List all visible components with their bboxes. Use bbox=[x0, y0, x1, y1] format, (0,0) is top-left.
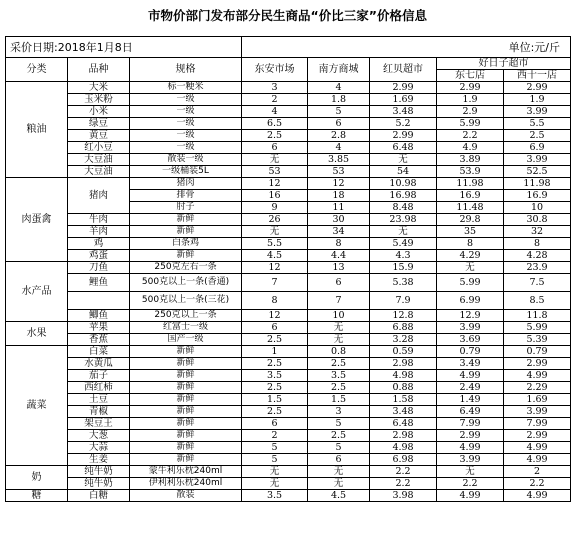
price-cell-nanfang: 12 bbox=[308, 178, 370, 190]
price-cell-dongan: 12 bbox=[242, 310, 308, 322]
price-cell-nanfang: 53 bbox=[308, 166, 370, 178]
price-cell-dongqi: 3.49 bbox=[437, 358, 504, 370]
item-cell: 鲫鱼 bbox=[68, 310, 130, 322]
price-cell-nanfang: 7 bbox=[308, 292, 370, 310]
price-cell-dongqi: 7.99 bbox=[437, 418, 504, 430]
price-cell-dongqi: 无 bbox=[437, 466, 504, 478]
spec-cell: 排骨 bbox=[130, 190, 242, 202]
spec-cell: 一级 bbox=[130, 94, 242, 106]
price-cell-hongbei: 10.98 bbox=[370, 178, 437, 190]
item-cell: 架豆王 bbox=[68, 418, 130, 430]
col-header-xishiyi: 西十一店 bbox=[504, 70, 571, 82]
price-cell-hongbei: 6.98 bbox=[370, 454, 437, 466]
item-cell: 鸡蛋 bbox=[68, 250, 130, 262]
table-row bbox=[6, 430, 571, 442]
spec-cell: 新鲜 bbox=[130, 382, 242, 394]
price-cell-dongqi: 53.9 bbox=[437, 166, 504, 178]
item-cell: 黄豆 bbox=[68, 130, 130, 142]
price-cell-hongbei: 3.48 bbox=[370, 106, 437, 118]
item-cell: 白糖 bbox=[68, 490, 130, 502]
item-cell: 刀鱼 bbox=[68, 262, 130, 274]
price-cell-xishiyi: 2.5 bbox=[504, 130, 571, 142]
date-label: 采价日期:2018年1月8日 bbox=[6, 37, 242, 58]
price-cell-xishiyi: 8 bbox=[504, 238, 571, 250]
price-cell-hongbei: 2.2 bbox=[370, 466, 437, 478]
price-cell-hongbei: 6.48 bbox=[370, 142, 437, 154]
item-cell: 纯牛奶 bbox=[68, 478, 130, 490]
table-row bbox=[6, 358, 571, 370]
price-cell-xishiyi: 0.79 bbox=[504, 346, 571, 358]
price-cell-dongqi: 6.49 bbox=[437, 406, 504, 418]
col-header-nanfang: 南方商城 bbox=[308, 58, 370, 82]
spec-cell: 猪肉 bbox=[130, 178, 242, 190]
col-header-item: 品种 bbox=[68, 58, 130, 82]
table-row bbox=[6, 310, 571, 322]
price-cell-nanfang: 6 bbox=[308, 274, 370, 292]
price-cell-xishiyi: 32 bbox=[504, 226, 571, 238]
price-cell-dongan: 3 bbox=[242, 82, 308, 94]
spec-cell: 500克以上一条(三花) bbox=[130, 292, 242, 310]
price-cell-nanfang: 无 bbox=[308, 478, 370, 490]
item-cell: 生姜 bbox=[68, 454, 130, 466]
table-row bbox=[6, 154, 571, 166]
table-row bbox=[6, 262, 571, 274]
price-cell-xishiyi: 2.29 bbox=[504, 382, 571, 394]
spec-cell: 新鲜 bbox=[130, 358, 242, 370]
price-cell-dongan: 无 bbox=[242, 466, 308, 478]
spec-cell: 红富士一级 bbox=[130, 322, 242, 334]
price-cell-hongbei: 0.88 bbox=[370, 382, 437, 394]
price-cell-hongbei: 无 bbox=[370, 226, 437, 238]
spec-cell: 新鲜 bbox=[130, 346, 242, 358]
price-cell-hongbei: 4.3 bbox=[370, 250, 437, 262]
price-cell-dongan: 6 bbox=[242, 322, 308, 334]
price-cell-xishiyi: 2.99 bbox=[504, 430, 571, 442]
table-row bbox=[6, 334, 571, 346]
unit-label: 单位:元/斤 bbox=[242, 37, 571, 58]
table-row bbox=[6, 106, 571, 118]
price-cell-nanfang: 无 bbox=[308, 322, 370, 334]
spec-cell: 250克以上一条 bbox=[130, 310, 242, 322]
price-cell-dongan: 12 bbox=[242, 262, 308, 274]
price-cell-xishiyi: 2.99 bbox=[504, 358, 571, 370]
item-cell: 茄子 bbox=[68, 370, 130, 382]
price-cell-dongan: 2.5 bbox=[242, 382, 308, 394]
price-cell-nanfang: 1.5 bbox=[308, 394, 370, 406]
price-cell-dongan: 53 bbox=[242, 166, 308, 178]
item-cell: 玉米粉 bbox=[68, 94, 130, 106]
price-cell-hongbei: 7.9 bbox=[370, 292, 437, 310]
price-cell-xishiyi: 23.9 bbox=[504, 262, 571, 274]
price-cell-dongan: 6 bbox=[242, 142, 308, 154]
price-cell-xishiyi: 10 bbox=[504, 202, 571, 214]
price-cell-dongan: 9 bbox=[242, 202, 308, 214]
table-row bbox=[6, 130, 571, 142]
price-cell-dongqi: 2.49 bbox=[437, 382, 504, 394]
price-cell-nanfang: 4.4 bbox=[308, 250, 370, 262]
price-cell-dongan: 5 bbox=[242, 454, 308, 466]
col-header-dongan: 东安市场 bbox=[242, 58, 308, 82]
item-cell: 大豆油 bbox=[68, 166, 130, 178]
price-cell-nanfang: 13 bbox=[308, 262, 370, 274]
category-cell: 水产品 bbox=[6, 262, 68, 322]
price-cell-nanfang: 6 bbox=[308, 118, 370, 130]
table-row bbox=[6, 166, 571, 178]
price-table bbox=[5, 36, 571, 502]
price-cell-dongan: 2.5 bbox=[242, 130, 308, 142]
item-cell: 香蕉 bbox=[68, 334, 130, 346]
spec-cell: 250克左右一条 bbox=[130, 262, 242, 274]
price-cell-nanfang: 8 bbox=[308, 238, 370, 250]
price-cell-hongbei: 16.98 bbox=[370, 190, 437, 202]
item-cell: 大豆油 bbox=[68, 154, 130, 166]
price-cell-xishiyi: 4.99 bbox=[504, 490, 571, 502]
item-cell: 鲤鱼 bbox=[68, 274, 130, 292]
item-cell: 红小豆 bbox=[68, 142, 130, 154]
spec-cell: 新鲜 bbox=[130, 406, 242, 418]
price-cell-dongan: 2.5 bbox=[242, 406, 308, 418]
item-cell: 苹果 bbox=[68, 322, 130, 334]
item-cell: 土豆 bbox=[68, 394, 130, 406]
spec-cell: 散装一级 bbox=[130, 154, 242, 166]
table-row bbox=[6, 478, 571, 490]
col-header-category: 分类 bbox=[6, 58, 68, 82]
price-cell-xishiyi: 4.99 bbox=[504, 370, 571, 382]
category-cell: 糖 bbox=[6, 490, 68, 502]
category-cell: 粮油 bbox=[6, 82, 68, 178]
price-cell-dongan: 7 bbox=[242, 274, 308, 292]
item-cell: 大蒜 bbox=[68, 442, 130, 454]
price-cell-hongbei: 5.2 bbox=[370, 118, 437, 130]
spec-cell: 国产一级 bbox=[130, 334, 242, 346]
price-cell-xishiyi: 4.99 bbox=[504, 442, 571, 454]
price-cell-nanfang: 4.5 bbox=[308, 490, 370, 502]
col-header-dongqi: 东七店 bbox=[437, 70, 504, 82]
price-cell-nanfang: 4 bbox=[308, 82, 370, 94]
price-cell-xishiyi: 11.98 bbox=[504, 178, 571, 190]
price-cell-dongqi: 4.99 bbox=[437, 442, 504, 454]
price-cell-hongbei: 23.98 bbox=[370, 214, 437, 226]
spec-cell: 散装 bbox=[130, 490, 242, 502]
price-cell-dongan: 3.5 bbox=[242, 370, 308, 382]
price-cell-nanfang: 3.85 bbox=[308, 154, 370, 166]
table-row bbox=[6, 94, 571, 106]
price-cell-hongbei: 5.49 bbox=[370, 238, 437, 250]
table-row bbox=[6, 406, 571, 418]
spec-cell: 蒙牛利乐枕240ml bbox=[130, 466, 242, 478]
price-cell-xishiyi: 11.8 bbox=[504, 310, 571, 322]
price-cell-nanfang: 4 bbox=[308, 142, 370, 154]
price-cell-nanfang: 34 bbox=[308, 226, 370, 238]
price-cell-nanfang: 2.8 bbox=[308, 130, 370, 142]
price-cell-hongbei: 0.59 bbox=[370, 346, 437, 358]
price-cell-xishiyi: 2.99 bbox=[504, 82, 571, 94]
table-row bbox=[6, 178, 571, 190]
price-cell-dongqi: 4.9 bbox=[437, 142, 504, 154]
price-cell-xishiyi: 4.99 bbox=[504, 454, 571, 466]
table-row bbox=[6, 454, 571, 466]
price-cell-xishiyi: 16.9 bbox=[504, 190, 571, 202]
spec-cell: 伊利利乐枕240ml bbox=[130, 478, 242, 490]
price-cell-xishiyi: 5.39 bbox=[504, 334, 571, 346]
item-cell: 羊肉 bbox=[68, 226, 130, 238]
price-cell-xishiyi: 7.5 bbox=[504, 274, 571, 292]
table-row bbox=[6, 394, 571, 406]
price-cell-hongbei: 12.8 bbox=[370, 310, 437, 322]
price-cell-dongqi: 2.2 bbox=[437, 478, 504, 490]
item-cell: 鸡 bbox=[68, 238, 130, 250]
table-row bbox=[6, 346, 571, 358]
table-row bbox=[6, 142, 571, 154]
category-cell: 蔬菜 bbox=[6, 346, 68, 466]
spec-cell: 新鲜 bbox=[130, 442, 242, 454]
price-cell-hongbei: 2.98 bbox=[370, 430, 437, 442]
price-cell-dongan: 4.5 bbox=[242, 250, 308, 262]
price-cell-dongan: 2 bbox=[242, 430, 308, 442]
spec-cell: 新鲜 bbox=[130, 370, 242, 382]
price-cell-dongan: 无 bbox=[242, 154, 308, 166]
price-cell-nanfang: 5 bbox=[308, 106, 370, 118]
price-cell-nanfang: 11 bbox=[308, 202, 370, 214]
table-row bbox=[6, 226, 571, 238]
item-cell: 纯牛奶 bbox=[68, 466, 130, 478]
price-cell-hongbei: 2.99 bbox=[370, 130, 437, 142]
price-cell-dongqi: 1.49 bbox=[437, 394, 504, 406]
price-cell-dongqi: 1.9 bbox=[437, 94, 504, 106]
table-row bbox=[6, 322, 571, 334]
category-cell: 奶 bbox=[6, 466, 68, 490]
table-row bbox=[6, 214, 571, 226]
table-row bbox=[6, 292, 571, 310]
price-cell-nanfang: 3 bbox=[308, 406, 370, 418]
price-cell-hongbei: 15.9 bbox=[370, 262, 437, 274]
spec-cell: 新鲜 bbox=[130, 226, 242, 238]
price-cell-nanfang: 无 bbox=[308, 334, 370, 346]
table-row bbox=[6, 82, 571, 94]
price-cell-xishiyi: 6.9 bbox=[504, 142, 571, 154]
price-cell-hongbei: 3.48 bbox=[370, 406, 437, 418]
item-cell: 小米 bbox=[68, 106, 130, 118]
col-header-spec: 规格 bbox=[130, 58, 242, 82]
price-cell-dongqi: 11.48 bbox=[437, 202, 504, 214]
price-cell-xishiyi: 30.8 bbox=[504, 214, 571, 226]
col-header-haorizi: 好日子超市 bbox=[437, 58, 571, 70]
price-cell-xishiyi: 2 bbox=[504, 466, 571, 478]
price-cell-hongbei: 6.88 bbox=[370, 322, 437, 334]
price-cell-hongbei: 2.2 bbox=[370, 478, 437, 490]
spec-cell: 新鲜 bbox=[130, 250, 242, 262]
price-cell-dongqi: 35 bbox=[437, 226, 504, 238]
table-row bbox=[6, 250, 571, 262]
price-cell-dongqi: 0.79 bbox=[437, 346, 504, 358]
price-cell-xishiyi: 3.99 bbox=[504, 154, 571, 166]
price-cell-dongqi: 3.69 bbox=[437, 334, 504, 346]
item-cell: 牛肉 bbox=[68, 214, 130, 226]
price-cell-dongan: 1 bbox=[242, 346, 308, 358]
price-cell-hongbei: 2.98 bbox=[370, 358, 437, 370]
price-cell-dongan: 26 bbox=[242, 214, 308, 226]
price-cell-dongqi: 无 bbox=[437, 262, 504, 274]
price-cell-nanfang: 0.8 bbox=[308, 346, 370, 358]
price-cell-nanfang: 3.5 bbox=[308, 370, 370, 382]
price-cell-hongbei: 4.98 bbox=[370, 442, 437, 454]
price-cell-dongqi: 5.99 bbox=[437, 274, 504, 292]
spec-cell: 新鲜 bbox=[130, 394, 242, 406]
table-row bbox=[6, 274, 571, 292]
header-row-date bbox=[6, 37, 571, 58]
price-cell-hongbei: 无 bbox=[370, 154, 437, 166]
price-cell-dongan: 3.5 bbox=[242, 490, 308, 502]
header-row-columns bbox=[6, 58, 571, 70]
price-cell-nanfang: 5 bbox=[308, 418, 370, 430]
spec-cell: 一级 bbox=[130, 118, 242, 130]
price-cell-hongbei: 2.99 bbox=[370, 82, 437, 94]
item-cell: 猪肉 bbox=[68, 178, 130, 214]
price-cell-hongbei: 54 bbox=[370, 166, 437, 178]
price-cell-dongqi: 12.9 bbox=[437, 310, 504, 322]
price-cell-dongqi: 2.99 bbox=[437, 82, 504, 94]
price-cell-dongan: 2.5 bbox=[242, 334, 308, 346]
price-cell-dongqi: 5.99 bbox=[437, 118, 504, 130]
price-cell-xishiyi: 7.99 bbox=[504, 418, 571, 430]
spec-cell: 肘子 bbox=[130, 202, 242, 214]
price-cell-xishiyi: 52.5 bbox=[504, 166, 571, 178]
spec-cell: 新鲜 bbox=[130, 430, 242, 442]
spec-cell: 新鲜 bbox=[130, 454, 242, 466]
price-cell-dongan: 6 bbox=[242, 418, 308, 430]
price-cell-dongqi: 2.2 bbox=[437, 130, 504, 142]
price-cell-xishiyi: 3.99 bbox=[504, 106, 571, 118]
col-header-hongbei: 红贝超市 bbox=[370, 58, 437, 82]
price-cell-nanfang: 2.5 bbox=[308, 382, 370, 394]
price-cell-dongan: 5 bbox=[242, 442, 308, 454]
price-cell-dongan: 6.5 bbox=[242, 118, 308, 130]
price-cell-dongan: 1.5 bbox=[242, 394, 308, 406]
item-cell bbox=[68, 292, 130, 310]
price-cell-dongqi: 4.99 bbox=[437, 490, 504, 502]
price-cell-xishiyi: 2.2 bbox=[504, 478, 571, 490]
table-row bbox=[6, 370, 571, 382]
table-row bbox=[6, 466, 571, 478]
spec-cell: 一级 bbox=[130, 142, 242, 154]
category-cell: 肉蛋禽 bbox=[6, 178, 68, 262]
price-cell-hongbei: 1.69 bbox=[370, 94, 437, 106]
spec-cell: 标一粳米 bbox=[130, 82, 242, 94]
spec-cell: 一级 bbox=[130, 130, 242, 142]
spec-cell: 白条鸡 bbox=[130, 238, 242, 250]
price-cell-hongbei: 4.98 bbox=[370, 370, 437, 382]
price-cell-dongqi: 6.99 bbox=[437, 292, 504, 310]
price-cell-xishiyi: 1.69 bbox=[504, 394, 571, 406]
price-cell-dongan: 16 bbox=[242, 190, 308, 202]
price-cell-dongqi: 3.99 bbox=[437, 454, 504, 466]
price-cell-hongbei: 5.38 bbox=[370, 274, 437, 292]
item-cell: 大米 bbox=[68, 82, 130, 94]
item-cell: 青椒 bbox=[68, 406, 130, 418]
item-cell: 水黄瓜 bbox=[68, 358, 130, 370]
spec-cell: 一级桶装5L bbox=[130, 166, 242, 178]
price-cell-dongan: 4 bbox=[242, 106, 308, 118]
item-cell: 大葱 bbox=[68, 430, 130, 442]
table-row bbox=[6, 442, 571, 454]
price-cell-hongbei: 1.58 bbox=[370, 394, 437, 406]
price-cell-dongqi: 16.9 bbox=[437, 190, 504, 202]
item-cell: 绿豆 bbox=[68, 118, 130, 130]
price-cell-nanfang: 无 bbox=[308, 466, 370, 478]
page-title: 市物价部门发布部分民生商品“价比三家”价格信息 bbox=[148, 8, 427, 23]
price-cell-dongqi: 2.99 bbox=[437, 430, 504, 442]
price-cell-hongbei: 8.48 bbox=[370, 202, 437, 214]
price-cell-xishiyi: 1.9 bbox=[504, 94, 571, 106]
price-cell-dongan: 8 bbox=[242, 292, 308, 310]
price-cell-dongan: 5.5 bbox=[242, 238, 308, 250]
item-cell: 西红柿 bbox=[68, 382, 130, 394]
price-cell-xishiyi: 4.28 bbox=[504, 250, 571, 262]
price-cell-dongqi: 8 bbox=[437, 238, 504, 250]
price-cell-dongan: 2.5 bbox=[242, 358, 308, 370]
price-cell-dongan: 无 bbox=[242, 226, 308, 238]
table-row bbox=[6, 418, 571, 430]
price-cell-nanfang: 2.5 bbox=[308, 430, 370, 442]
price-cell-xishiyi: 5.99 bbox=[504, 322, 571, 334]
price-cell-nanfang: 5 bbox=[308, 442, 370, 454]
price-cell-xishiyi: 3.99 bbox=[504, 406, 571, 418]
price-cell-nanfang: 10 bbox=[308, 310, 370, 322]
price-cell-dongqi: 4.99 bbox=[437, 370, 504, 382]
price-cell-hongbei: 6.48 bbox=[370, 418, 437, 430]
table-row bbox=[6, 118, 571, 130]
price-cell-nanfang: 1.8 bbox=[308, 94, 370, 106]
price-cell-hongbei: 3.98 bbox=[370, 490, 437, 502]
price-cell-xishiyi: 8.5 bbox=[504, 292, 571, 310]
price-cell-dongqi: 4.29 bbox=[437, 250, 504, 262]
spec-cell: 500克以上一条(香通) bbox=[130, 274, 242, 292]
spec-cell: 一级 bbox=[130, 106, 242, 118]
price-cell-dongan: 12 bbox=[242, 178, 308, 190]
price-cell-dongqi: 3.89 bbox=[437, 154, 504, 166]
price-cell-xishiyi: 5.5 bbox=[504, 118, 571, 130]
table-row bbox=[6, 382, 571, 394]
item-cell: 白菜 bbox=[68, 346, 130, 358]
price-cell-nanfang: 6 bbox=[308, 454, 370, 466]
price-cell-hongbei: 3.28 bbox=[370, 334, 437, 346]
price-cell-dongqi: 3.99 bbox=[437, 322, 504, 334]
price-cell-dongqi: 2.9 bbox=[437, 106, 504, 118]
spec-cell: 新鲜 bbox=[130, 214, 242, 226]
price-cell-dongqi: 29.8 bbox=[437, 214, 504, 226]
price-cell-dongqi: 11.98 bbox=[437, 178, 504, 190]
price-cell-dongan: 无 bbox=[242, 478, 308, 490]
category-cell: 水果 bbox=[6, 322, 68, 346]
price-cell-nanfang: 18 bbox=[308, 190, 370, 202]
table-row bbox=[6, 490, 571, 502]
price-cell-nanfang: 2.5 bbox=[308, 358, 370, 370]
price-cell-dongan: 2 bbox=[242, 94, 308, 106]
price-cell-nanfang: 30 bbox=[308, 214, 370, 226]
table-row bbox=[6, 238, 571, 250]
spec-cell: 新鲜 bbox=[130, 418, 242, 430]
